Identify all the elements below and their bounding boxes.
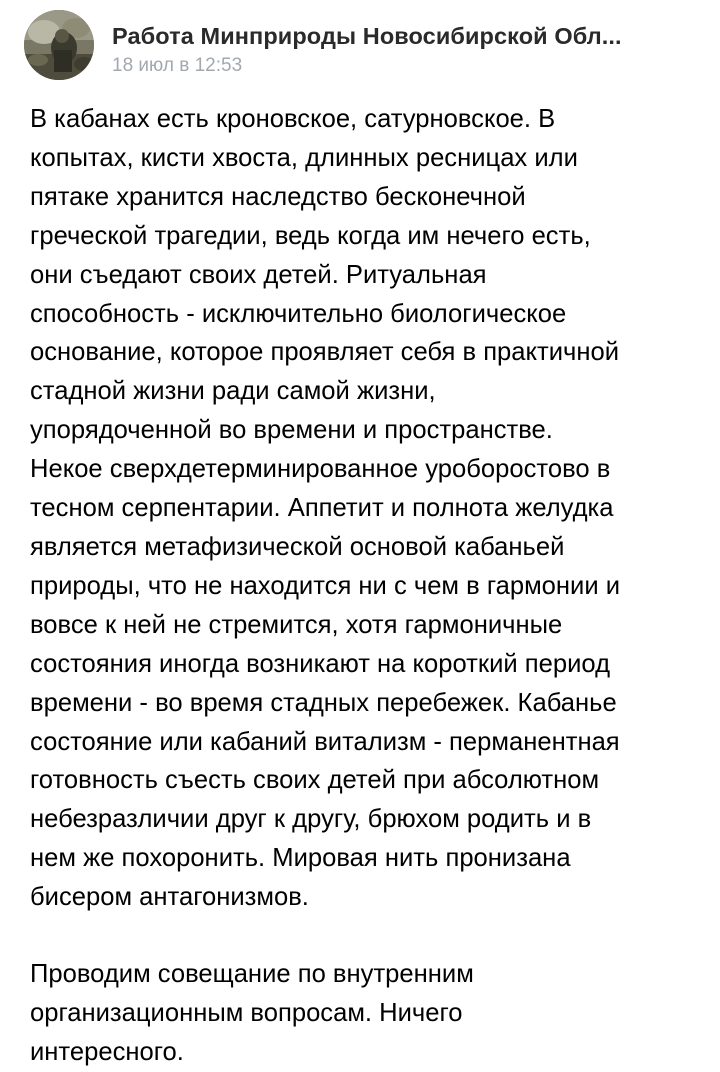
post-date[interactable]: 18 июл в 12:53 [112,55,243,76]
avatar-image [24,10,94,80]
author-name[interactable]: Работа Минприроды Новосибирской Обл... [112,23,622,49]
post-paragraph: В кабанах есть кроновское, сатурновское. В копытах, кисти хвоста, длинных ресницах или пятаке хранится наследство бесконечной греческой трагедии, ведь когда им нечего есть, они съедают своих детей. Ритуальная способность - исключительно биологическое основание, которое проявляет себя в практичной стадной жизни ради самой жизни, упорядоченной во времени и пространстве. Некое сверхдетерминированное уроборостово в тесном серпентарии. Аппетит и полнота желудка является метафизической основой кабаньей природы, что не находится ни с чем в гармонии и вовсе к ней не стремится, хотя гармоничные состояния иногда возникают на короткий период времени - во время стадных перебежек. Кабанье состояние или кабаний витализм - перманентная готовность съесть своих детей при абсолютном небезразличии друг к другу, брюхом родить и в нем же похоронить. Мировая нить пронизана бисером антагонизмов. [30,105,621,912]
post-header [24,10,704,80]
community-avatar-icon[interactable] [24,10,94,80]
post-text [30,100,696,1072]
post-paragraph: Проводим совещание по внутренним организационным вопросам. Ничего интересного. [30,960,474,1066]
